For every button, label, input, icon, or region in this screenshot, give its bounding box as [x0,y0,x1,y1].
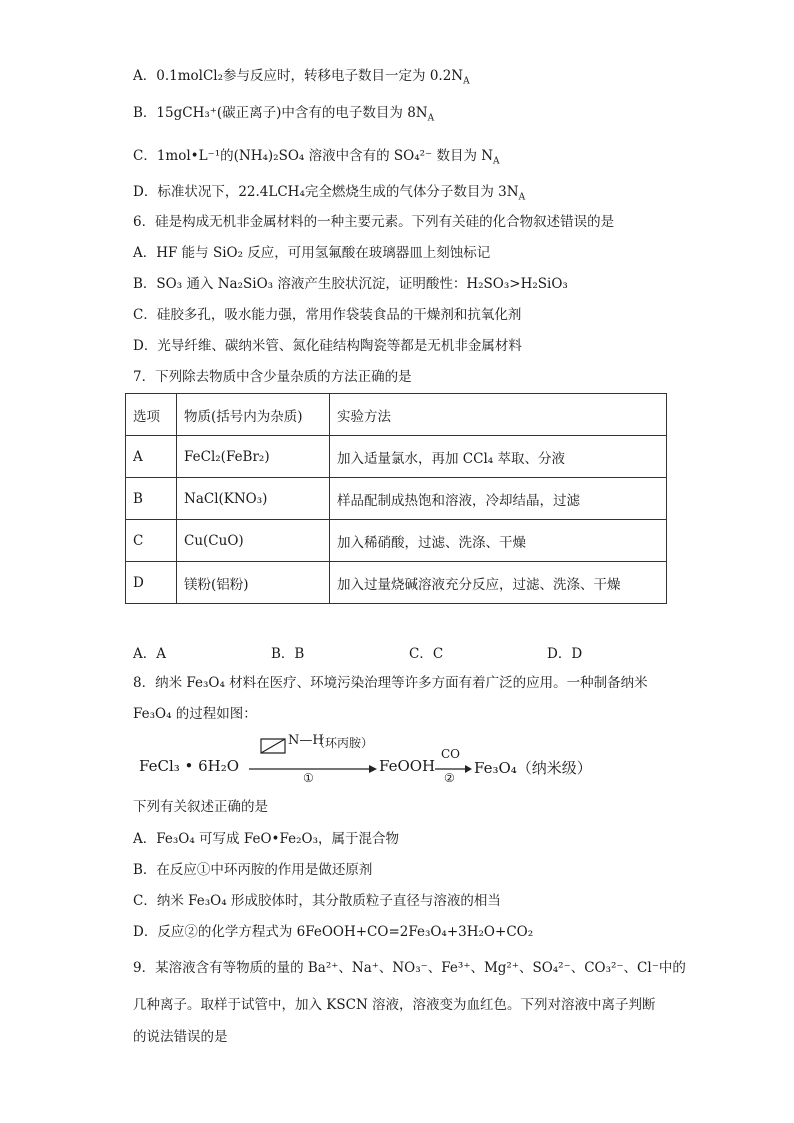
table-cell: A [126,436,177,478]
q6-option-d: D．光导纤维、碳纳米管、氮化硅结构陶瓷等都是无机非金属材料 [133,338,522,354]
q6-stem: 6．硅是构成无机非金属材料的一种主要元素。下列有关硅的化合物叙述错误的是 [133,214,615,230]
q6-option-c: C．硅胶多孔，吸水能力强，常用作袋装食品的干燥剂和抗氧化剂 [133,307,522,323]
scheme-reactant: FeCl₃ • 6H₂O [139,757,240,775]
q5-option-a [133,66,470,92]
table-header-cell: 物质(括号内为杂质) [177,394,330,436]
q8-option-b: B．在反应①中环丙胺的作用是做还原剂 [133,862,373,878]
q9-stem-line3: 的说法错误的是 [133,1029,228,1045]
q7-answer-b: B．B [271,646,305,662]
q5-option-b-sub: A [427,113,435,124]
q7-answer-c: C．C [409,646,444,662]
q5-option-c [133,146,500,172]
scheme-intermediate: FeOOH [379,757,436,775]
q5-option-a-text: A．0.1molCl₂参与反应时，转移电子数目一定为 0.2N [133,68,464,84]
q5-option-c-sub: A [493,156,500,167]
table-header-cell: 选项 [126,394,177,436]
q5-option-c-text: C．1mol•L⁻¹的(NH₄)₂SO₄ 溶液中含有的 SO₄²⁻ 数目为 N [133,148,494,164]
table-cell: 加入适量氯水，再加 CCl₄ 萃取、分液 [330,436,667,478]
q5-option-d-sub: A [518,192,526,203]
q5-option-d [133,182,525,208]
q8-lead: 下列有关叙述正确的是 [133,799,268,815]
table-row [126,436,667,478]
table-row [126,478,667,520]
table-row [126,520,667,562]
table-header-cell: 实验方法 [330,394,667,436]
table-cell: B [126,478,177,520]
q6-option-b: B．SO₃ 通入 Na₂SiO₃ 溶液产生胶状沉淀，证明酸性：H₂SO₃>H₂SiO₃ [133,276,568,292]
q7-answer-d: D．D [547,646,583,662]
scheme-amine-name: （环丙胺） [313,736,374,750]
q5-option-a-sub: A [463,76,470,87]
table-cell: C [126,520,177,562]
table-header-row [126,394,667,436]
table-row [126,562,667,604]
table-cell: NaCl(KNO₃) [177,478,330,520]
q9-stem-line2: 几种离子。取样于试管中，加入 KSCN 溶液，溶液变为血红色。下列对溶液中离子判断 [133,997,656,1013]
scheme-reagent-co: CO [441,747,461,761]
q7-answer-choices [133,642,693,662]
scheme-step1: ① [303,771,314,785]
q9-stem-line1: 9．某溶液含有等物质的量的 Ba²⁺、Na⁺、NO₃⁻、Fe³⁺、Mg²⁺、SO₄²⁻、CO₃²⁻、Cl⁻中的 [133,960,686,976]
q5-option-b-text: B．15gCH₃⁺(碳正离子)中含有的电子数目为 8N [133,105,428,121]
q8-stem-line2: Fe₃O₄ 的过程如图： [133,706,257,722]
q5-option-d-text: D．标准状况下，22.4LCH₄完全燃烧生成的气体分子数目为 3N [133,184,519,200]
table-cell: 样品配制成热饱和溶液，冷却结晶，过滤 [330,478,667,520]
table-cell: 加入稀硝酸，过滤、洗涤、干燥 [330,520,667,562]
q8-reaction-scheme [133,733,603,793]
scheme-amine: N—H [288,733,324,748]
q7-options-table [125,393,667,604]
q8-option-c: C．纳米 Fe₃O₄ 形成胶体时，其分散质粒子直径与溶液的相当 [133,893,501,909]
table-cell: Cu(CuO) [177,520,330,562]
scheme-product: Fe₃O₄（纳米级） [474,759,592,777]
table-cell: FeCl₂(FeBr₂) [177,436,330,478]
table-cell: D [126,562,177,604]
table-cell: 加入过量烧碱溶液充分反应，过滤、洗涤、干燥 [330,562,667,604]
table-cell: 镁粉(铝粉) [177,562,330,604]
q8-option-a: A．Fe₃O₄ 可写成 FeO•Fe₂O₃，属于混合物 [133,831,399,847]
q5-option-b [133,103,434,129]
q7-answer-a: A．A [133,646,166,662]
scheme-step2: ② [444,771,455,785]
q8-stem-line1: 8．纳米 Fe₃O₄ 材料在医疗、环境污染治理等许多方面有着广泛的应用。一种制备纳米 [133,675,648,691]
q7-stem: 7．下列除去物质中含少量杂质的方法正确的是 [133,369,412,385]
q8-option-d: D．反应②的化学方程式为 6FeOOH+CO=2Fe₃O₄+3H₂O+CO₂ [133,924,534,940]
q6-option-a: A．HF 能与 SiO₂ 反应，可用氢氟酸在玻璃器皿上刻蚀标记 [133,245,491,261]
